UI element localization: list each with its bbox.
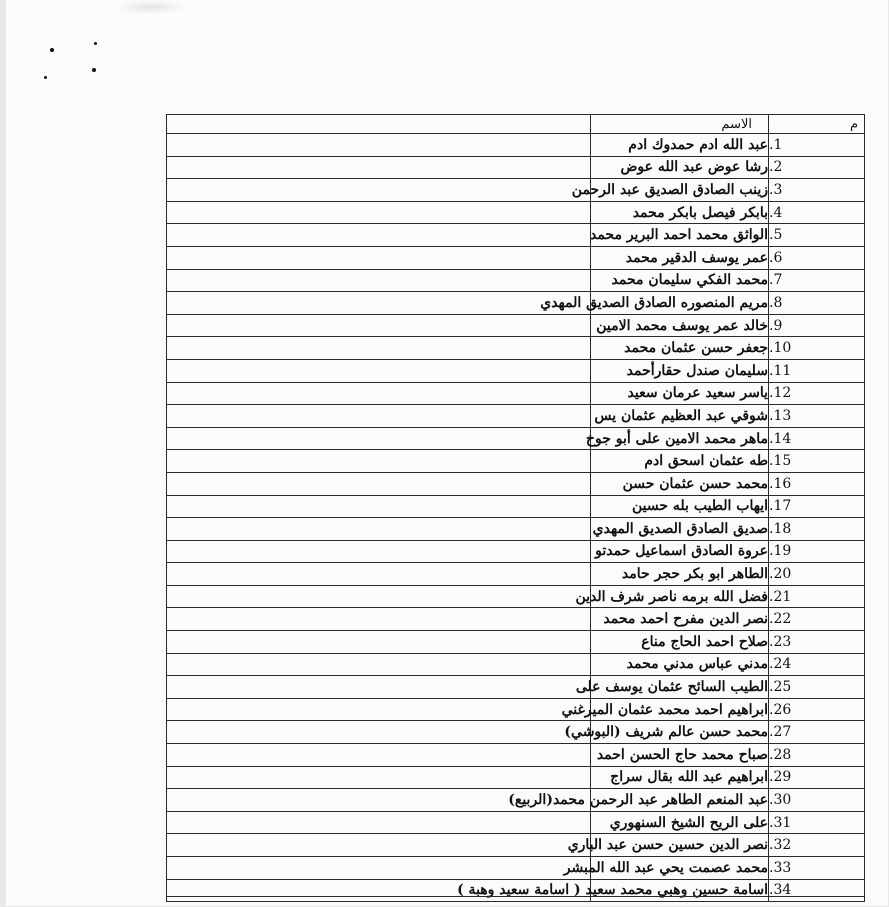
row-number: .33: [769, 857, 865, 880]
empty-cell: [167, 721, 591, 744]
row-number: .16: [769, 472, 865, 495]
empty-cell: [167, 427, 591, 450]
row-name: محمد حسن عالم شريف (البوشي): [591, 721, 769, 744]
table-row: [167, 359, 865, 382]
row-name: ياسر سعيد عرمان سعيد: [591, 382, 769, 405]
empty-cell: [167, 631, 591, 654]
empty-cell: [167, 495, 591, 518]
row-name: عمر يوسف الدقير محمد: [591, 246, 769, 269]
empty-cell: [167, 698, 591, 721]
empty-cell: [167, 246, 591, 269]
empty-cell: [167, 857, 591, 880]
empty-cell: [167, 201, 591, 224]
row-number: .8: [769, 292, 865, 315]
empty-cell: [167, 766, 591, 789]
table-row: [167, 382, 865, 405]
table-row: [167, 811, 865, 834]
row-name: الطاهر ابو بكر حجر حامد: [591, 563, 769, 586]
table-row: [167, 585, 865, 608]
table-row: [167, 179, 865, 202]
table-row: [167, 337, 865, 360]
table-row: [167, 156, 865, 179]
empty-cell: [167, 269, 591, 292]
row-number: .24: [769, 653, 865, 676]
row-number: .3: [769, 179, 865, 202]
row-number: .28: [769, 744, 865, 767]
row-number: .2: [769, 156, 865, 179]
empty-cell: [167, 472, 591, 495]
row-name: زينب الصادق الصديق عبد الرحمن: [591, 179, 769, 202]
row-name: صباح محمد حاج الحسن احمد: [591, 744, 769, 767]
row-number: .5: [769, 224, 865, 247]
row-number: .32: [769, 834, 865, 857]
empty-cell: [167, 540, 591, 563]
row-number: .21: [769, 585, 865, 608]
row-number: .17: [769, 495, 865, 518]
row-name: خالد عمر يوسف محمد الامين: [591, 314, 769, 337]
empty-cell: [167, 608, 591, 631]
table-row: [167, 405, 865, 428]
table-row: [167, 721, 865, 744]
row-number: .22: [769, 608, 865, 631]
empty-cell: [167, 563, 591, 586]
scan-dot: [44, 76, 47, 79]
row-name: جعفر حسن عثمان محمد: [591, 337, 769, 360]
row-name: عروة الصادق اسماعيل حمدتو: [591, 540, 769, 563]
empty-cell: [167, 811, 591, 834]
header-number: م: [769, 115, 865, 134]
empty-cell: [167, 744, 591, 767]
scan-smudge: [116, 0, 186, 14]
row-name: سليمان صندل حقارأحمد: [591, 359, 769, 382]
header-name: الاسم: [591, 115, 769, 134]
row-number: .12: [769, 382, 865, 405]
row-number: .9: [769, 314, 865, 337]
scan-dot: [92, 68, 96, 72]
table-row: [167, 450, 865, 473]
table-row: [167, 201, 865, 224]
table-row: [167, 676, 865, 699]
row-number: .10: [769, 337, 865, 360]
row-number: .7: [769, 269, 865, 292]
table-row: [167, 292, 865, 315]
row-number: .25: [769, 676, 865, 699]
table-row: [167, 698, 865, 721]
empty-cell: [167, 834, 591, 857]
row-name: نصر الدين مفرح احمد محمد: [591, 608, 769, 631]
row-name: صلاح احمد الحاج مناع: [591, 631, 769, 654]
empty-cell: [167, 292, 591, 315]
table-row: [167, 766, 865, 789]
empty-cell: [167, 179, 591, 202]
scan-dot: [94, 42, 97, 45]
table-row: [167, 563, 865, 586]
row-number: .23: [769, 631, 865, 654]
row-name: فضل الله برمه ناصر شرف الدين: [591, 585, 769, 608]
empty-cell: [167, 134, 591, 157]
empty-cell: [167, 115, 591, 134]
row-number: .11: [769, 359, 865, 382]
empty-cell: [167, 314, 591, 337]
row-number: .31: [769, 811, 865, 834]
table-row: [167, 518, 865, 541]
document-page: [6, 0, 888, 906]
row-number: .13: [769, 405, 865, 428]
row-name: محمد عصمت يحي عبد الله المبشر: [591, 857, 769, 880]
row-name: ابراهيم احمد محمد عثمان الميرغني: [591, 698, 769, 721]
table-row: [167, 427, 865, 450]
row-number: .26: [769, 698, 865, 721]
table-row: [167, 495, 865, 518]
row-name: ايهاب الطيب بله حسين: [591, 495, 769, 518]
row-name: اسامة حسين وهبي محمد سعيد ( اسامة سعيد وهبة ): [591, 879, 769, 902]
row-name: شوقي عبد العظيم عثمان يس: [591, 405, 769, 428]
table-row: [167, 789, 865, 812]
empty-cell: [167, 337, 591, 360]
table-row: [167, 269, 865, 292]
table-row: [167, 314, 865, 337]
empty-cell: [167, 156, 591, 179]
table-row: [167, 540, 865, 563]
empty-cell: [167, 653, 591, 676]
row-name: عبد المنعم الطاهر عبد الرحمن محمد(الربيع): [591, 789, 769, 812]
row-name: الواثق محمد احمد البرير محمد: [591, 224, 769, 247]
row-name: ماهر محمد الامين على أبو جوخ: [591, 427, 769, 450]
empty-cell: [167, 405, 591, 428]
row-number: .30: [769, 789, 865, 812]
empty-cell: [167, 359, 591, 382]
row-number: .15: [769, 450, 865, 473]
table-row: [167, 472, 865, 495]
row-number: .1: [769, 134, 865, 157]
empty-cell: [167, 585, 591, 608]
empty-cell: [167, 518, 591, 541]
row-number: .34: [769, 879, 865, 902]
scan-dot: [50, 48, 54, 52]
table-row: [167, 834, 865, 857]
row-name: ابراهيم عبد الله بقال سراج: [591, 766, 769, 789]
row-name: مريم المنصوره الصادق الصديق المهدي: [591, 292, 769, 315]
row-name: طه عثمان اسحق ادم: [591, 450, 769, 473]
row-number: .20: [769, 563, 865, 586]
empty-cell: [167, 224, 591, 247]
table-row: [167, 246, 865, 269]
row-number: .14: [769, 427, 865, 450]
table-row: [167, 224, 865, 247]
row-name: محمد الفكي سليمان محمد: [591, 269, 769, 292]
empty-cell: [167, 382, 591, 405]
row-number: .6: [769, 246, 865, 269]
table-row: [167, 631, 865, 654]
table-header-row: [167, 115, 865, 134]
row-number: .19: [769, 540, 865, 563]
table-row: [167, 608, 865, 631]
table-row: [167, 744, 865, 767]
empty-cell: [167, 450, 591, 473]
empty-cell: [167, 676, 591, 699]
row-number: .4: [769, 201, 865, 224]
row-name: بابكر فيصل بابكر محمد: [591, 201, 769, 224]
table-row: [167, 653, 865, 676]
table-row: [167, 134, 865, 157]
row-name: نصر الدين حسين حسن عبد الباري: [591, 834, 769, 857]
row-number: .27: [769, 721, 865, 744]
row-name: الطيب السائح عثمان يوسف على: [591, 676, 769, 699]
row-name: صديق الصادق الصديق المهدي: [591, 518, 769, 541]
row-name: عبد الله ادم حمدوك ادم: [591, 134, 769, 157]
row-name: محمد حسن عثمان حسن: [591, 472, 769, 495]
row-number: .29: [769, 766, 865, 789]
row-name: مدني عباس مدني محمد: [591, 653, 769, 676]
row-name: على الريح الشيخ السنهوري: [591, 811, 769, 834]
table-continuation: [166, 896, 864, 907]
names-table: [166, 114, 865, 902]
table-row: [167, 857, 865, 880]
row-name: رشا عوض عبد الله عوض: [591, 156, 769, 179]
row-number: .18: [769, 518, 865, 541]
